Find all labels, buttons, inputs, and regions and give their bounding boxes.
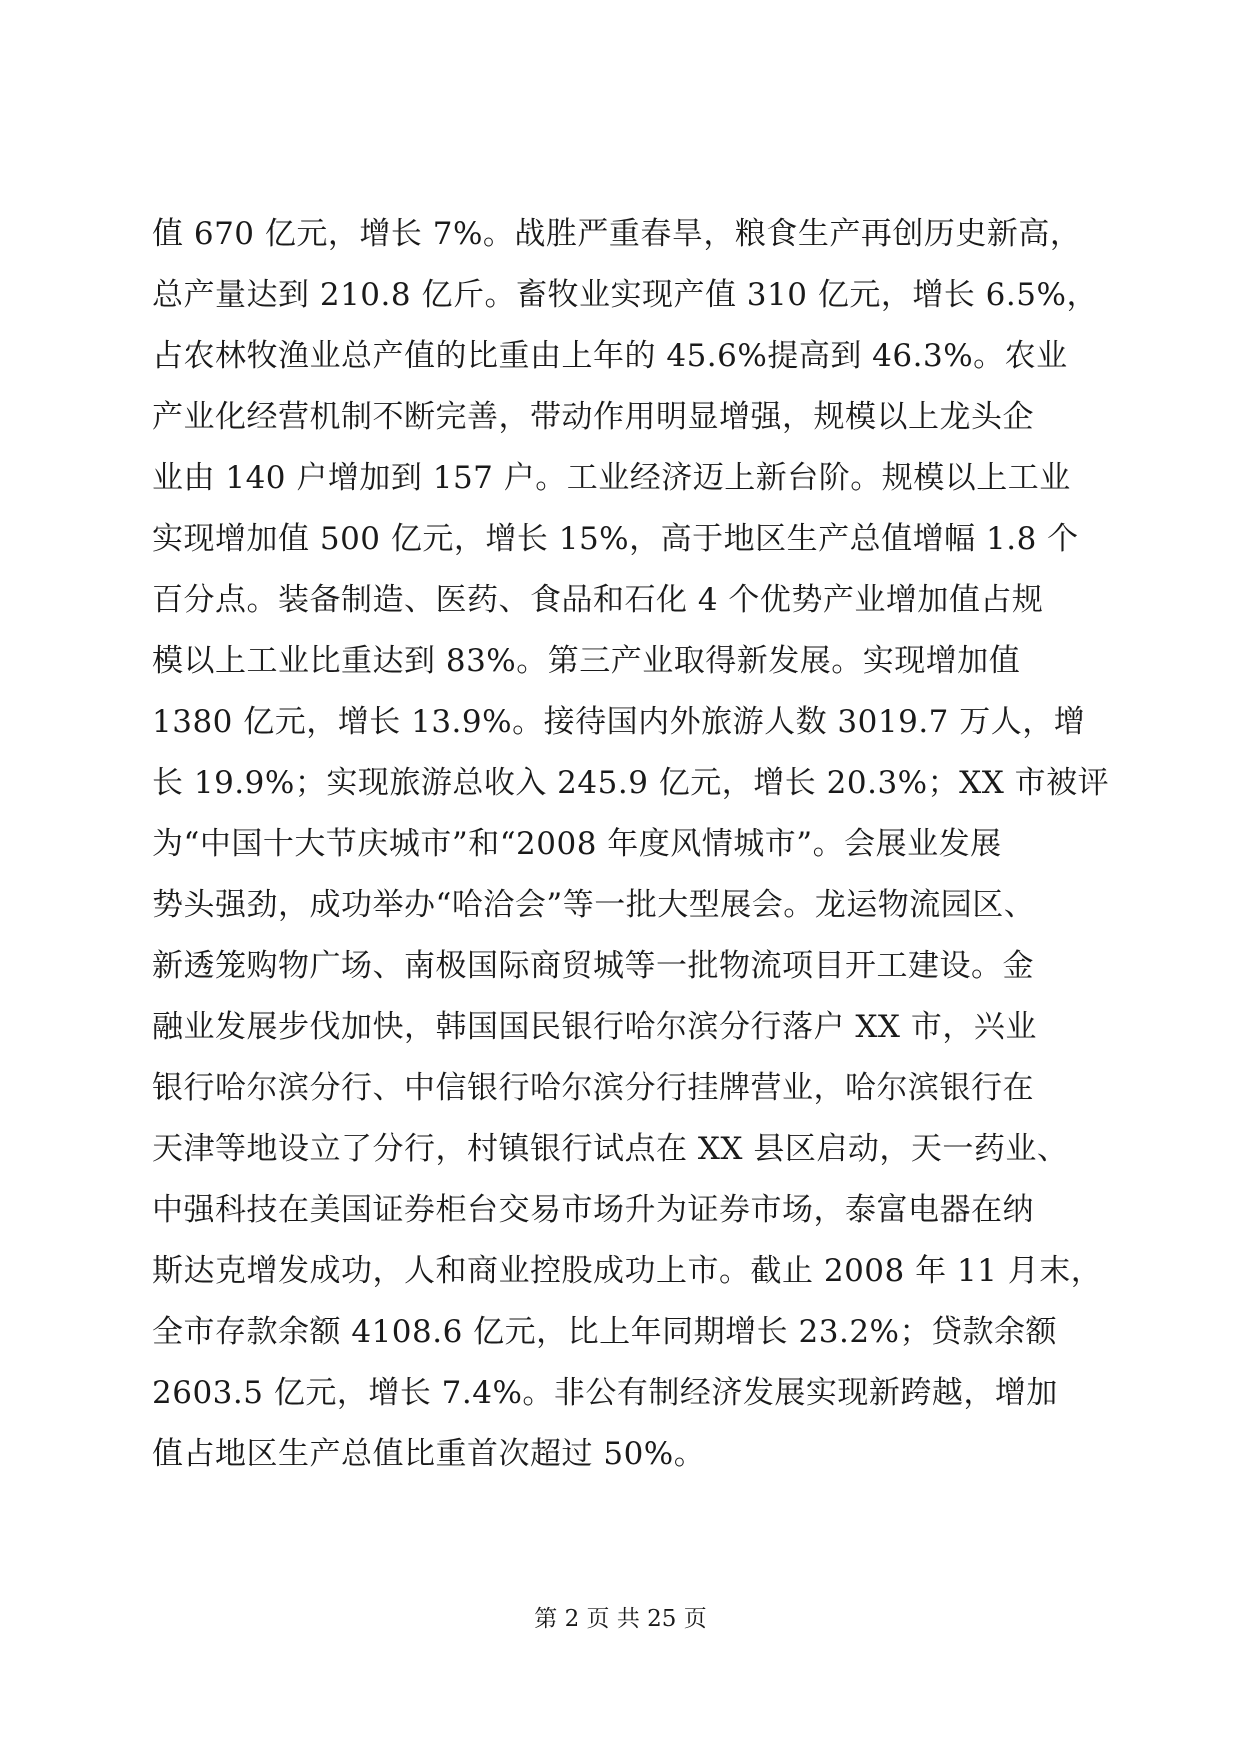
text-line: 实现增加值 500 亿元，增长 15%，高于地区生产总值增幅 1.8 个 [152, 521, 1079, 557]
text-line: 占农林牧渔业总产值的比重由上年的 45.6%提高到 46.3%。农业 [152, 338, 1068, 374]
text-line: 全市存款余额 4108.6 亿元，比上年同期增长 23.2%；贷款余额 [152, 1314, 1058, 1350]
text-line: 产业化经营机制不断完善，带动作用明显增强，规模以上龙头企 [152, 399, 1034, 435]
page-number-footer: 第 2 页 共 25 页 [534, 1606, 707, 1632]
text-line: 模以上工业比重达到 83%。第三产业取得新发展。实现增加值 [152, 643, 1021, 679]
text-line: 长 19.9%；实现旅游总收入 245.9 亿元，增长 20.3%；XX 市被评 [152, 765, 1110, 801]
text-line: 2603.5 亿元，增长 7.4%。非公有制经济发展实现新跨越，增加 [152, 1375, 1058, 1411]
text-line: 天津等地设立了分行，村镇银行试点在 XX 县区启动，天一药业、 [152, 1131, 1069, 1167]
text-line: 值 670 亿元，增长 7%。战胜严重春旱，粮食生产再创历史新高， [152, 216, 1082, 252]
body-paragraph [152, 204, 1110, 1485]
text-line: 新透笼购物广场、南极国际商贸城等一批物流项目开工建设。金 [152, 948, 1034, 984]
text-line: 1380 亿元，增长 13.9%。接待国内外旅游人数 3019.7 万人，增 [152, 704, 1086, 740]
text-line: 为“中国十大节庆城市”和“2008 年度风情城市”。会展业发展 [152, 826, 1002, 862]
text-line: 银行哈尔滨分行、中信银行哈尔滨分行挂牌营业，哈尔滨银行在 [152, 1070, 1034, 1106]
text-line: 融业发展步伐加快，韩国国民银行哈尔滨分行落户 XX 市，兴业 [152, 1009, 1037, 1045]
text-line: 总产量达到 210.8 亿斤。畜牧业实现产值 310 亿元，增长 6.5%， [152, 277, 1098, 313]
text-line: 值占地区生产总值比重首次超过 50%。 [152, 1436, 706, 1472]
text-line: 业由 140 户增加到 157 户。工业经济迈上新台阶。规模以上工业 [152, 460, 1071, 496]
text-line: 中强科技在美国证券柜台交易市场升为证券市场，泰富电器在纳 [152, 1192, 1034, 1228]
text-line: 势头强劲，成功举办“哈洽会”等一批大型展会。龙运物流园区、 [152, 887, 1036, 923]
text-line: 斯达克增发成功，人和商业控股成功上市。截止 2008 年 11 月末， [152, 1253, 1103, 1289]
text-line: 百分点。装备制造、医药、食品和石化 4 个优势产业增加值占规 [152, 582, 1044, 618]
